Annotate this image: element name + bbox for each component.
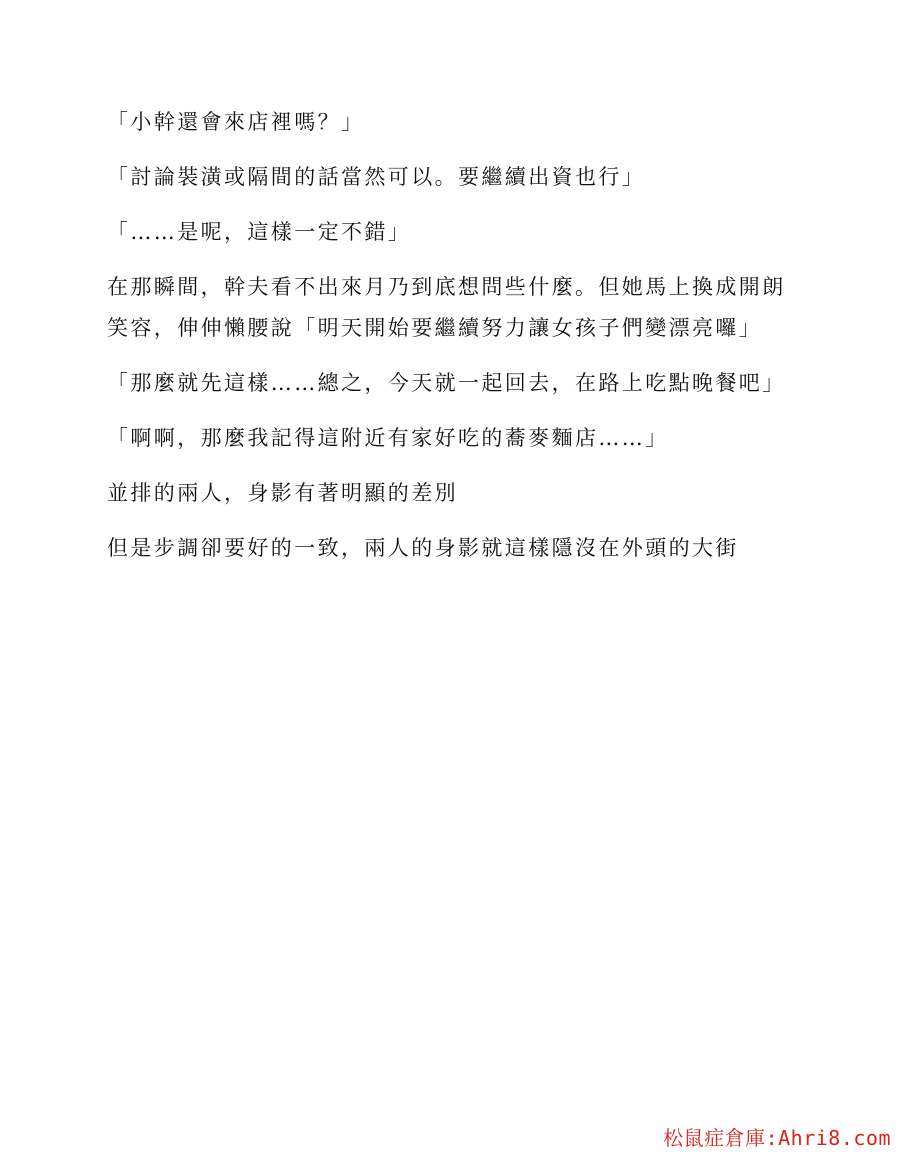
narration-paragraph: 但是步調卻要好的一致，兩人的身影就這樣隱沒在外頭的大街 xyxy=(107,536,739,560)
dialogue-paragraph: 「小幹還會來店裡嗎？」 xyxy=(107,110,365,134)
dialogue-paragraph: 「討論裝潢或隔間的話當然可以。要繼續出資也行」 xyxy=(107,165,646,189)
document-body xyxy=(107,102,807,583)
narration-paragraph: 在那瞬間，幹夫看不出來月乃到底想問些什麼。但她馬上換成開朗笑容，伸伸懶腰說「明天開始要繼續努力讓女孩子們變漂亮囉」 xyxy=(107,275,786,340)
dialogue-paragraph: 「……是呢，這樣一定不錯」 xyxy=(107,220,412,244)
dialogue-paragraph: 「那麼就先這樣……總之，今天就一起回去，在路上吃點晚餐吧」 xyxy=(107,371,786,395)
dialogue-paragraph: 「啊啊，那麼我記得這附近有家好吃的蕎麥麵店……」 xyxy=(107,426,669,450)
watermark-text: 松鼠症倉庫:Ahri8.com xyxy=(663,1126,891,1150)
narration-paragraph: 並排的兩人，身影有著明顯的差別 xyxy=(107,481,458,505)
